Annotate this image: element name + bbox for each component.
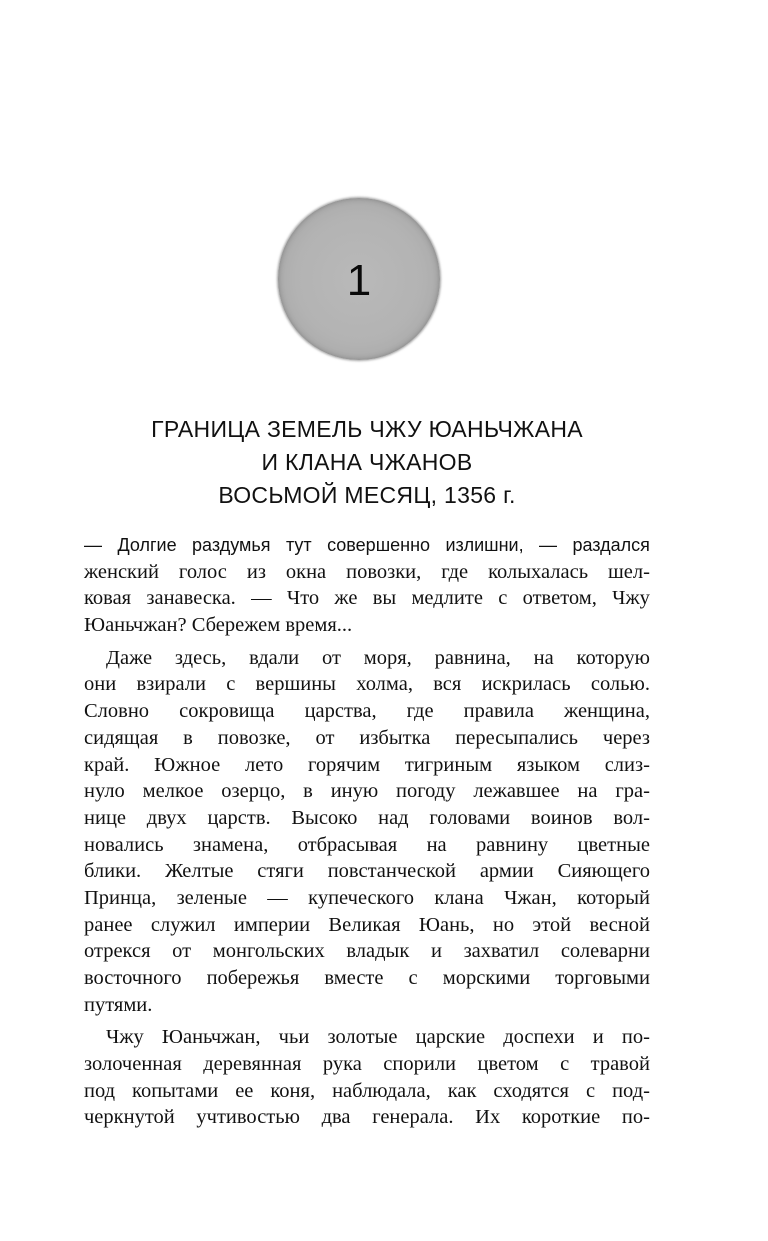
text-line: ковая занавеска. — Что же вы медлите с ответом, Чжу	[84, 587, 650, 610]
text-line: женский голос из окна повозки, где колыхалась шел-	[84, 560, 650, 583]
text-line: сидящая в повозке, от избытка пересыпались через	[84, 726, 650, 749]
text-line: черкнутой учтивостью два генерала. Их короткие по-	[84, 1106, 650, 1129]
chapter-number: 1	[346, 256, 372, 305]
heading-line-2: И КЛАНА ЧЖАНОВ	[261, 449, 473, 475]
text-line: Принца, зеленые — купеческого клана Чжан, который	[84, 886, 650, 909]
chapter-number-badge	[278, 198, 440, 360]
text-line: под копытами ее коня, наблюдала, как сходятся с под-	[84, 1079, 650, 1102]
text-line: новались знамена, отбрасывая на равнину цветные	[84, 833, 650, 856]
text-line: золоченная деревянная рука спорили цветом с травой	[84, 1053, 650, 1076]
chapter-heading	[84, 413, 650, 512]
heading-line-3: ВОСЬМОЙ МЕСЯЦ, 1356 г.	[218, 482, 516, 508]
text-line: — Долгие раздумья тут совершенно излишни, — раздался	[84, 535, 650, 555]
text-line: нице двух царств. Высоко над головами воинов вол-	[84, 806, 650, 829]
text-line: Даже здесь, вдали от моря, равнина, на которую	[106, 646, 650, 669]
text-line: они взирали с вершины холма, вся искрилась солью.	[84, 673, 650, 696]
chapter-body	[84, 532, 650, 1131]
text-line: край. Южное лето горячим тигриным языком слиз-	[84, 753, 650, 776]
text-line: восточного побережья вместе с морскими торговыми	[84, 967, 650, 989]
text-line: Чжу Юаньчжан, чьи золотые царские доспехи и по-	[106, 1026, 650, 1049]
text-line: блики. Желтые стяги повстанческой армии Сияющего	[84, 860, 650, 883]
text-line: путями.	[84, 993, 153, 1016]
text-line: ранее служил империи Великая Юань, но этой весной	[84, 913, 650, 936]
text-line: Словно сокровища царства, где правила женщина,	[84, 700, 650, 723]
heading-line-1: ГРАНИЦА ЗЕМЕЛЬ ЧЖУ ЮАНЬЧЖАНА	[151, 416, 583, 442]
text-line: Юаньчжан? Сбережем время...	[84, 614, 353, 637]
text-line: нуло мелкое озерцо, в иную погоду лежавшее на гра-	[84, 780, 650, 803]
text-line: отрекся от монгольских владык и захватил солеварни	[84, 940, 650, 963]
